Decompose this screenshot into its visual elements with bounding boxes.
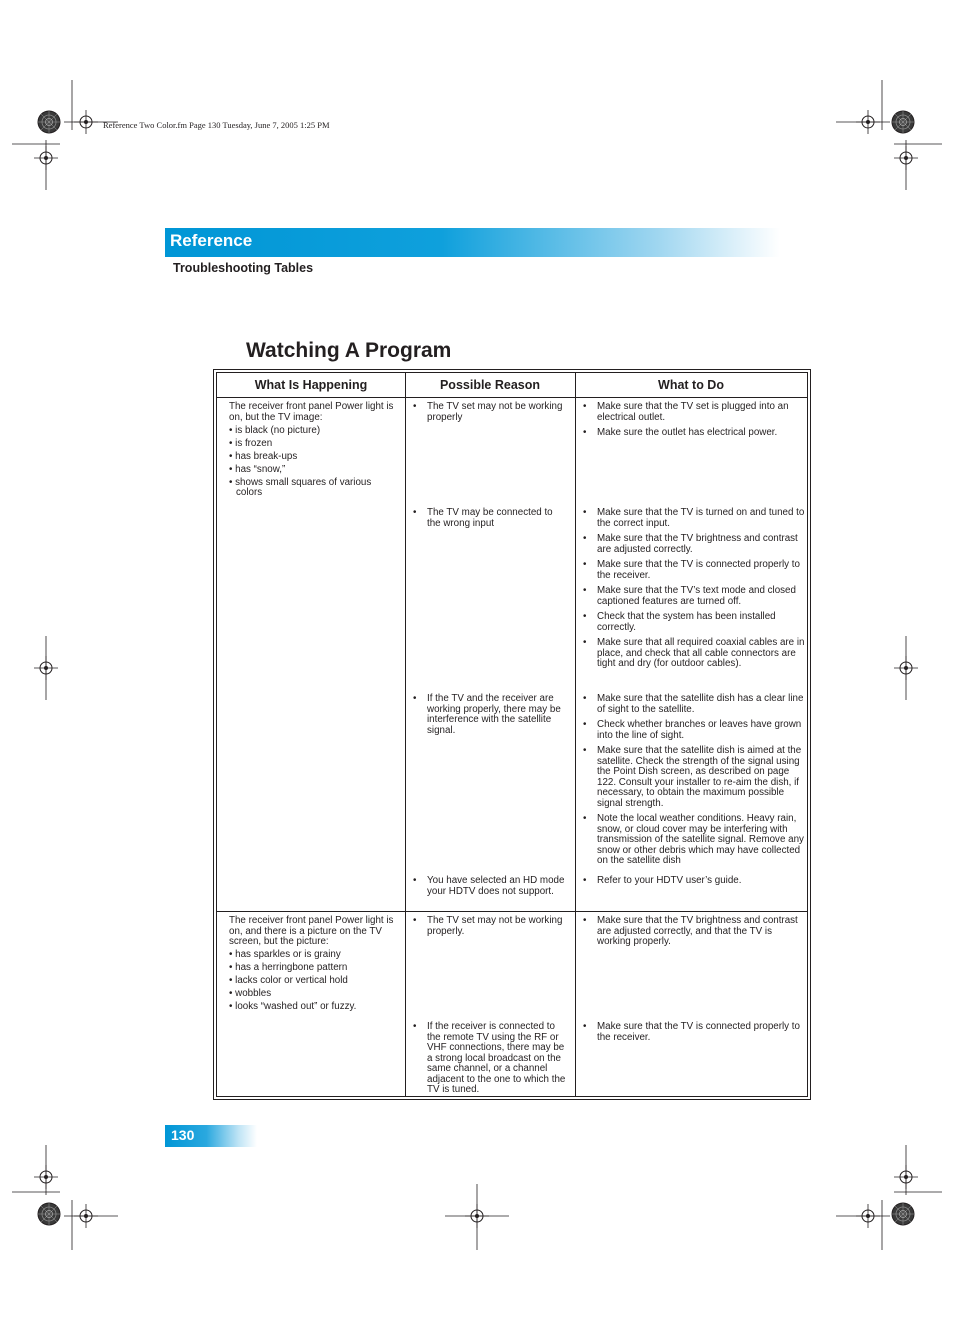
symptom-item: • is frozen [229, 437, 273, 449]
happening-text: The receiver front panel Power light is on, and there is a picture on the TV screen, but the picture: [229, 915, 394, 947]
todo-cell [583, 694, 805, 872]
reason-cell [413, 508, 568, 534]
symptom-item: • has a herringbone pattern [229, 962, 348, 973]
symptom-item: • has sparkles or is grainy [229, 949, 341, 960]
table-inner-frame [216, 372, 808, 1097]
todo-item: • Check that the system has been installed correctly. [583, 612, 805, 633]
reason-cell [413, 694, 568, 741]
todo-item: • Make sure that the TV’s text mode and closed captioned features are turned off. [583, 586, 805, 607]
row-rule [217, 911, 807, 912]
page-number: 130 [171, 1127, 195, 1143]
symptom-item: • wobbles [229, 988, 272, 999]
section-subtitle: Troubleshooting Tables [173, 261, 314, 275]
todo-cell [583, 508, 805, 675]
happening-text: The receiver front panel Power light is on, but the TV image: [229, 401, 394, 423]
reason-text: • The TV set may not be working properly. [413, 916, 568, 937]
symptom-item: • has break-ups [229, 450, 298, 462]
table-row [229, 916, 397, 1013]
symptom-item: • shows small squares of various colors [229, 476, 372, 498]
symptom-item: • looks “washed out” or fuzzy. [229, 1001, 357, 1012]
todo-item: • Make sure the outlet has electrical power. [583, 428, 805, 439]
todo-item: • Make sure that the TV is connected properly to the receiver. [583, 560, 805, 581]
todo-item: • Make sure that the satellite dish has a clear line of sight to the satellite. [583, 694, 805, 715]
troubleshooting-table [213, 369, 811, 1100]
todo-cell [583, 876, 805, 892]
header-what-is-happening: What Is Happening [254, 378, 368, 392]
todo-cell [583, 916, 805, 953]
column-rule [575, 373, 576, 1096]
todo-item: • Make sure that the TV brightness and contrast are adjusted correctly, and that the TV is working properly. [583, 916, 805, 948]
reason-cell [413, 916, 568, 942]
reason-cell [413, 402, 568, 428]
header-what-to-do: What to Do [658, 378, 724, 392]
todo-item: • Make sure that the TV brightness and contrast are adjusted correctly. [583, 534, 805, 555]
symptom-item: • has “snow,” [229, 463, 286, 475]
reason-cell [413, 876, 568, 902]
column-rule [405, 373, 406, 1096]
todo-cell [583, 1022, 805, 1048]
symptom-item: • is black (no picture) [229, 424, 321, 436]
header-possible-reason: Possible Reason [439, 378, 541, 392]
reason-cell [413, 1022, 568, 1101]
todo-cell [583, 402, 805, 444]
symptom-item: • lacks color or vertical hold [229, 975, 348, 986]
reason-text: • The TV set may not be working properly [413, 402, 568, 423]
page-title: Watching A Program [246, 339, 452, 362]
reason-text: • If the receiver is connected to the remote TV using the RF or VHF connections, there may be a strong local broadcast on the same channel, or a channel adjacent to the one to which the TV is tuned. [413, 1022, 568, 1096]
todo-item: • Check whether branches or leaves have grown into the line of sight. [583, 720, 805, 741]
reason-text: • The TV may be connected to the wrong input [413, 508, 568, 529]
page-number-tab [165, 1125, 257, 1147]
todo-item: • Make sure that the TV is connected properly to the receiver. [583, 1022, 805, 1043]
todo-item: • Make sure that the TV is turned on and tuned to the correct input. [583, 508, 805, 529]
reason-text: • You have selected an HD mode your HDTV does not support. [413, 876, 568, 897]
todo-item: • Refer to your HDTV user’s guide. [583, 876, 805, 887]
file-info: Reference Two Color.fm Page 130 Tuesday, June 7, 2005 1:25 PM [103, 120, 330, 130]
table-row [229, 402, 397, 499]
todo-item: • Make sure that the TV set is plugged into an electrical outlet. [583, 402, 805, 423]
header-rule [217, 397, 807, 398]
todo-item: • Make sure that the satellite dish is aimed at the satellite. Check the strength of the signal using the Point Dish screen, as described on page 122. Consult your installer to re-aim the dish, if necessary, to obtain the maximum possible signal strength. [583, 746, 805, 809]
todo-item: • Note the local weather conditions. Heavy rain, snow, or cloud cover may be interfering with transmission of the satellite signal. Remove any snow or other debris which may have collected on the satellite dish [583, 814, 805, 867]
reason-text: • If the TV and the receiver are working properly, there may be interference with the satellite signal. [413, 694, 568, 736]
todo-item: • Make sure that all required coaxial cables are in place, and check that all cable connectors are tight and dry (for outdoor cables). [583, 638, 805, 670]
section-banner [165, 228, 780, 257]
banner-title: Reference [170, 231, 253, 250]
